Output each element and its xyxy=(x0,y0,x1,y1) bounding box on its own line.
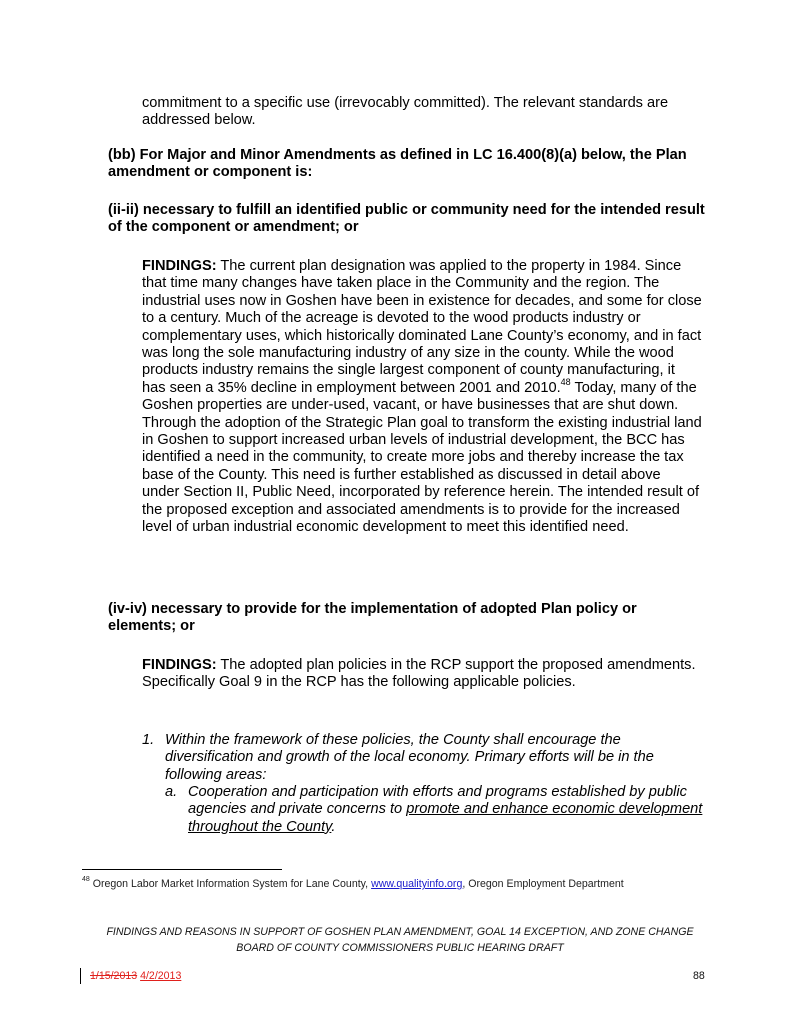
footer-title-line-1: FINDINGS AND REASONS IN SUPPORT OF GOSHEN PLAN AMENDMENT, GOAL 14 EXCEPTION, AND ZONE CHANGE xyxy=(106,926,694,938)
policy-subtext xyxy=(188,784,708,836)
policy-subtext-plain: Cooperation and participation with efforts and programs established by public agencies and private concerns to xyxy=(188,784,687,818)
deleted-date: 1/15/2013 xyxy=(90,970,138,982)
findings-text-a: The current plan designation was applied to the property in 1984. Since that time many changes have taken place in the Community and the region. The industrial uses now in Goshen have been in existence for decades, and some for close to a century. Much of the acreage is devoted to the wood products industry or complementary uses, which historically dominated Lane County’s economy, and in fact was long the sole manufacturing industry of any size in the county. While the wood products industry remains the single largest component of county manufacturing, it has seen a 35% decline in employment between 2001 and 2010. xyxy=(142,258,702,396)
page-number: 88 xyxy=(693,970,705,982)
heading-bb: (bb) For Major and Minor Amendments as defined in LC 16.400(8)(a) below, the Plan amendment or component is: xyxy=(108,147,687,181)
revision-change-bar xyxy=(80,968,81,984)
footnote-reference[interactable]: 48 xyxy=(560,376,571,387)
footnote-separator xyxy=(82,869,282,870)
footnote-text-end: , Oregon Employment Department xyxy=(462,878,624,890)
findings-text-b: Today, many of the Goshen properties are under-used, vacant, or have businesses that are shut down. Through the adoption of the Strategic Plan goal to transform the existing industrial land in Goshen to support increased urban levels of industrial development, the BCC has identified a need in the community, to create more jobs and thereby increase the tax base of the County. This need is further established as discussed in detail above under Section II, Public Need, incorporated by reference herein. The intended result of the proposed exception and associated amendments is to provide for the increased level of urban industrial economic development to meet this identified need. xyxy=(142,379,702,536)
findings-paragraph-1 xyxy=(142,258,702,537)
footnote-text: Oregon Labor Market Information System for Lane County, xyxy=(89,878,372,890)
findings-label: FINDINGS: xyxy=(142,258,217,274)
footnote xyxy=(82,877,682,892)
findings-text: The adopted plan policies in the RCP support the proposed amendments. Specifically Goal 9 in the RCP has the following applicable policies. xyxy=(142,657,696,691)
footer-date xyxy=(90,970,181,982)
footer-title-line-2: BOARD OF COUNTY COMMISSIONERS PUBLIC HEARING DRAFT xyxy=(236,942,564,954)
intro-continuation: commitment to a specific use (irrevocably committed). The relevant standards are addressed below. xyxy=(142,95,669,129)
policy-subtext-end: . xyxy=(331,818,336,835)
inserted-date: 4/2/2013 xyxy=(140,970,182,982)
policy-number: 1. xyxy=(142,732,155,748)
policy-subtext-underlined: promote and enhance economic development throughout the County xyxy=(188,801,703,835)
footnote-number: 48 xyxy=(82,876,90,884)
findings-label: FINDINGS: xyxy=(142,657,217,673)
policy-letter: a. xyxy=(165,784,178,800)
findings-paragraph-2 xyxy=(142,657,702,692)
heading-iv: (iv-iv) necessary to provide for the implementation of adopted Plan policy or elements; or xyxy=(108,601,637,635)
footnote-link[interactable]: www.qualityinfo.org xyxy=(371,878,463,890)
heading-ii: (ii-ii) necessary to fulfill an identified public or community need for the intended result of the component or amendment; or xyxy=(108,202,705,236)
policy-text: Within the framework of these policies, the County shall encourage the diversification and growth of the local economy. Primary efforts will be in the following areas: xyxy=(165,732,654,783)
